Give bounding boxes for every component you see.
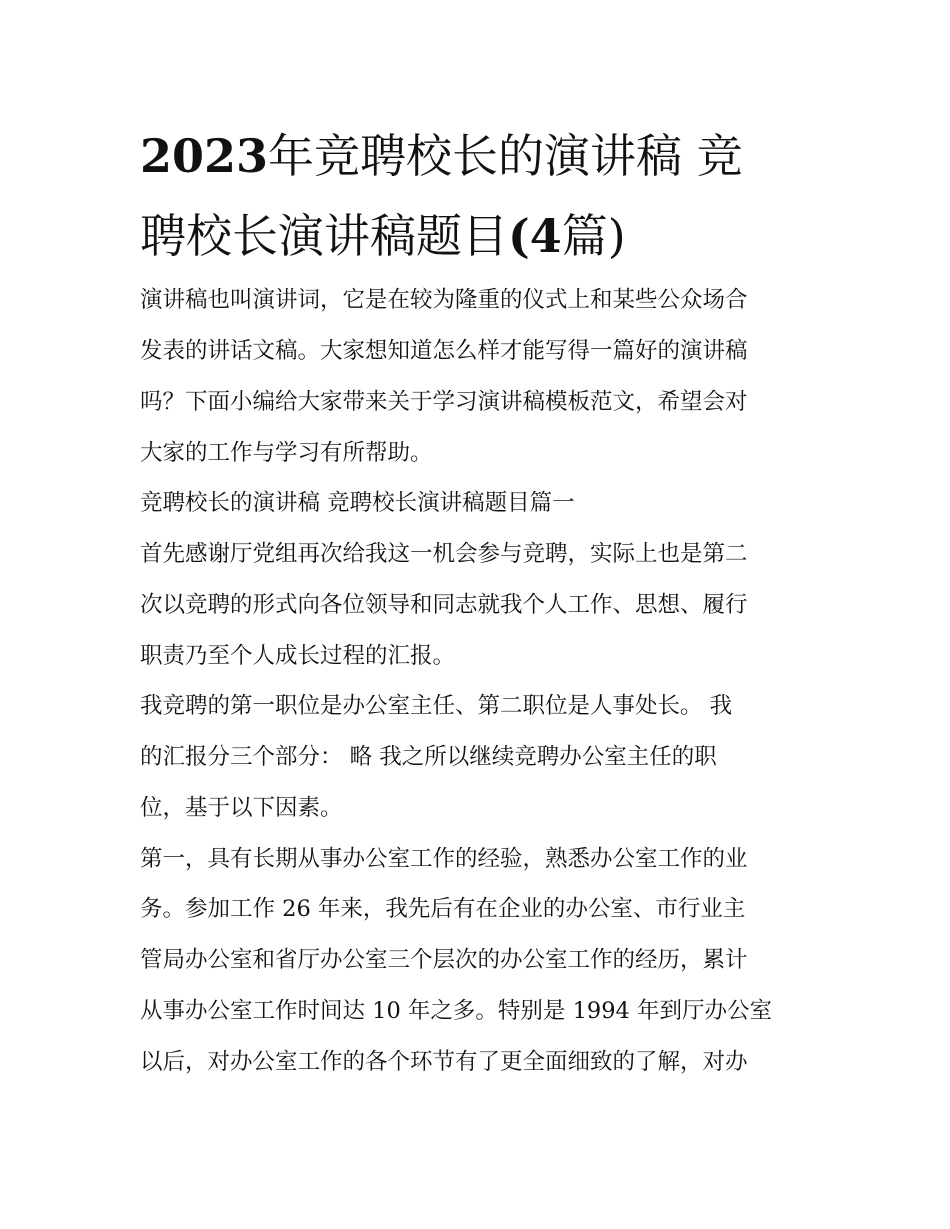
body-line: 以后，对办公室工作的各个环节有了更全面细致的了解，对办 [140, 1049, 748, 1075]
body-line: 次以竞聘的形式向各位领导和同志就我个人工作、思想、履行 [140, 592, 748, 618]
body-line: 大家的工作与学习有所帮助。 [140, 440, 433, 466]
title-count: (4 [508, 209, 562, 263]
body-line: 第一，具有长期从事办公室工作的经验，熟悉办公室工作的业 [140, 846, 748, 872]
body-line: 我竞聘的第一职位是办公室主任、第二职位是人事处长。 我 [140, 693, 733, 719]
body-line: 的汇报分三个部分： 略 我之所以继续竞聘办公室主任的职 [140, 744, 717, 770]
body-line: 管局办公室和省厅办公室三个层次的办公室工作的经历，累计 [140, 947, 748, 973]
body-line: 吗？下面小编给大家带来关于学习演讲稿模板范文，希望会对 [140, 389, 748, 415]
title-year: 2023 [140, 129, 269, 183]
section-heading: 竞聘校长的演讲稿 竞聘校长演讲稿题目篇一 [140, 490, 575, 516]
title-line2-text: 聘校长演讲稿题目 [140, 209, 508, 263]
title-line2-suffix: 篇) [561, 209, 626, 263]
body-line: 发表的讲话文稿。大家想知道怎么样才能写得一篇好的演讲稿 [140, 338, 748, 364]
body-line: 职责乃至个人成长过程的汇报。 [140, 643, 456, 669]
title-line1-text: 年竞聘校长的演讲稿 竞 [268, 129, 743, 183]
document-title [140, 116, 830, 276]
body-line: 从事办公室工作时间达 10 年之多。特别是 1994 年到厅办公室 [140, 998, 773, 1024]
body-line: 演讲稿也叫演讲词，它是在较为隆重的仪式上和某些公众场合 [140, 287, 748, 313]
body-line: 首先感谢厅党组再次给我这一机会参与竞聘，实际上也是第二 [140, 541, 748, 567]
body-line: 务。参加工作 26 年来，我先后有在企业的办公室、市行业主 [140, 896, 746, 922]
body-line: 位，基于以下因素。 [140, 795, 343, 821]
